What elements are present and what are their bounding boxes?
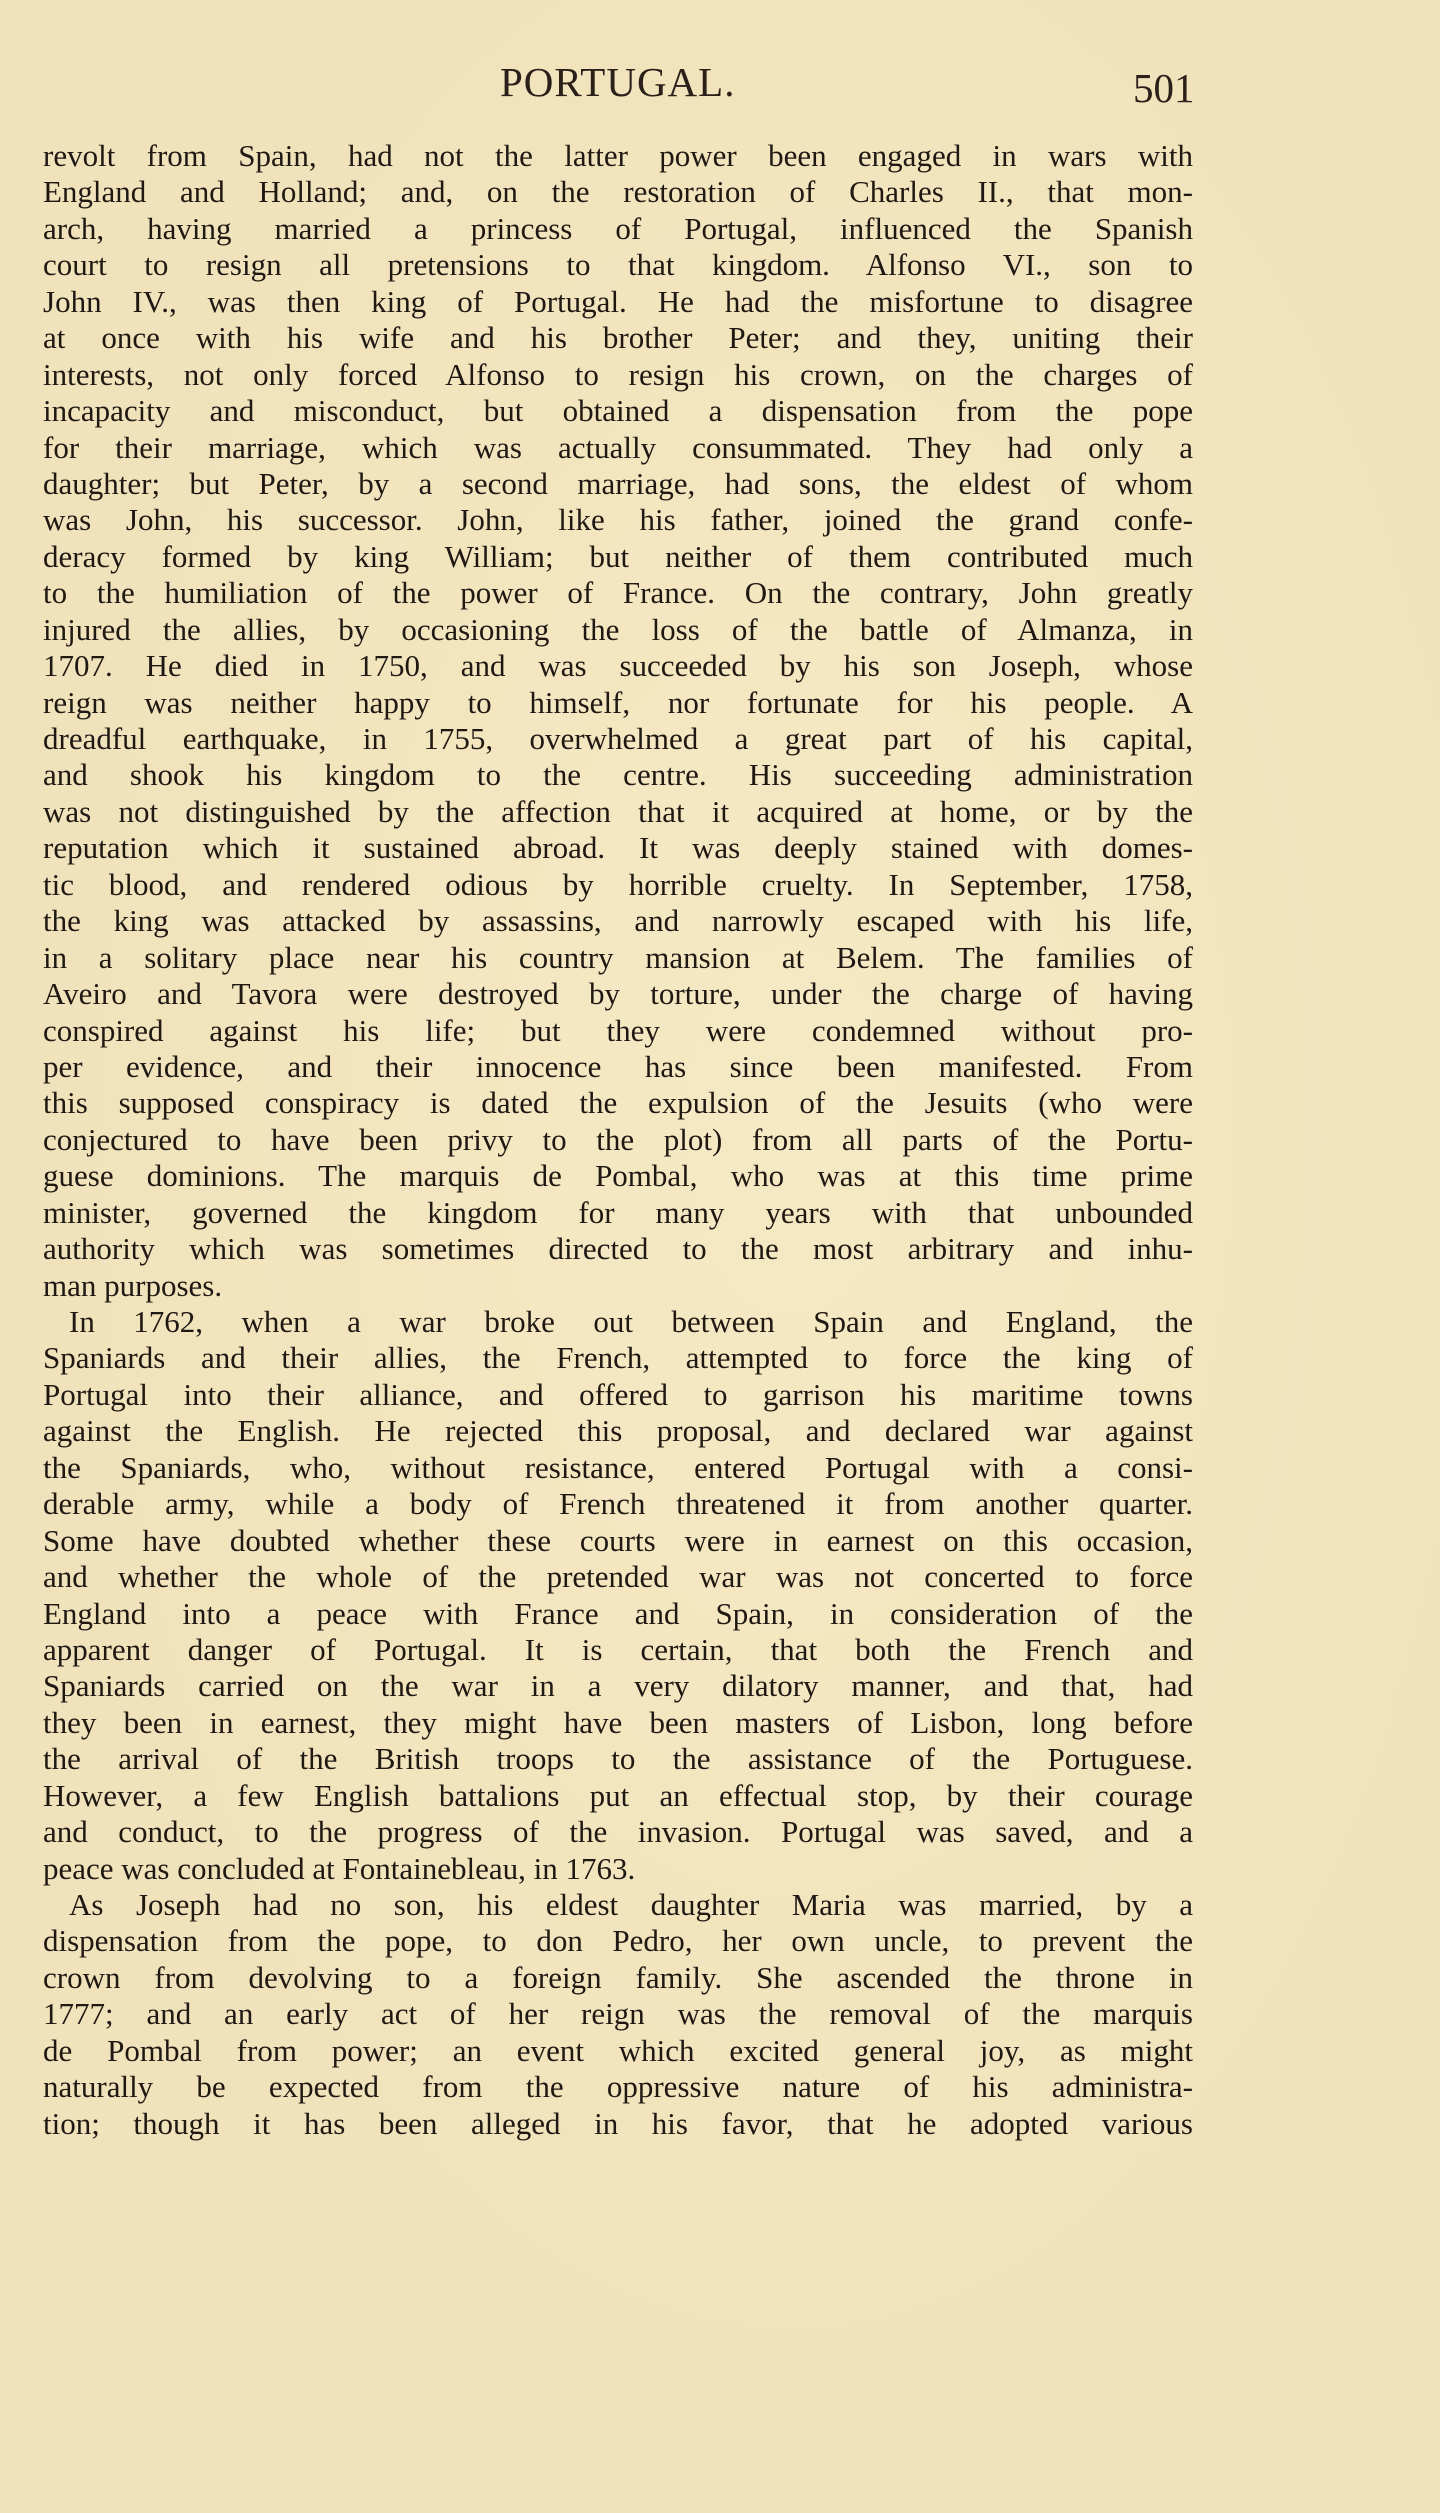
text-line: naturally be expected from the oppressive nature of his administra- <box>43 2069 1193 2105</box>
text-line: reign was neither happy to himself, nor fortunate for his people. A <box>43 684 1193 720</box>
text-line: However, a few English battalions put an effectual stop, by their courage <box>43 1777 1193 1813</box>
text-line: court to resign all pretensions to that kingdom. Alfonso VI., son to <box>43 247 1193 283</box>
text-line: this supposed conspiracy is dated the expulsion of the Jesuits (who were <box>43 1085 1193 1121</box>
text-line: the Spaniards, who, without resistance, entered Portugal with a consi- <box>43 1449 1193 1485</box>
text-line: Some have doubted whether these courts were in earnest on this occasion, <box>43 1522 1193 1558</box>
text-line: tion; though it has been alleged in his favor, that he adopted various <box>43 2105 1193 2141</box>
text-line: de Pombal from power; an event which excited general joy, as might <box>43 2032 1193 2068</box>
text-line: revolt from Spain, had not the latter power been engaged in wars with <box>43 138 1193 173</box>
text-line: dispensation from the pope, to don Pedro, her own uncle, to prevent the <box>43 1923 1193 1959</box>
text-line: Spaniards and their allies, the French, attempted to force the king of <box>43 1340 1193 1376</box>
text-line: authority which was sometimes directed to the most arbitrary and inhu- <box>43 1231 1193 1267</box>
text-line: per evidence, and their innocence has since been manifested. From <box>43 1048 1193 1084</box>
text-line: daughter; but Peter, by a second marriage, had sons, the eldest of whom <box>43 465 1193 501</box>
text-line: reputation which it sustained abroad. It was deeply stained with domes- <box>43 830 1193 866</box>
page-title: PORTUGAL. <box>500 59 736 105</box>
text-line: deracy formed by king William; but neither of them contributed much <box>43 538 1193 574</box>
text-line: incapacity and misconduct, but obtained a dispensation from the pope <box>43 393 1193 429</box>
text-line: Aveiro and Tavora were destroyed by torture, under the charge of having <box>43 976 1193 1012</box>
text-line: and shook his kingdom to the centre. His succeeding administration <box>43 757 1193 793</box>
text-line: conjectured to have been privy to the plot) from all parts of the Portu- <box>43 1121 1193 1157</box>
text-line-paragraph-start: As Joseph had no son, his eldest daughter Maria was married, by a <box>69 1887 1193 1922</box>
text-line: arch, having married a princess of Portugal, influenced the Spanish <box>43 210 1193 246</box>
text-line: the king was attacked by assassins, and narrowly escaped with his life, <box>43 903 1193 939</box>
text-line: guese dominions. The marquis de Pombal, who was at this time prime <box>43 1158 1193 1194</box>
text-line: England into a peace with France and Spain, in consideration of the <box>43 1595 1193 1631</box>
text-line: against the English. He rejected this proposal, and declared war against <box>43 1413 1193 1449</box>
text-line: was not distinguished by the affection that it acquired at home, or by the <box>43 793 1193 829</box>
text-line: for their marriage, which was actually consummated. They had only a <box>43 429 1193 465</box>
text-line: minister, governed the kingdom for many years with that unbounded <box>43 1194 1193 1230</box>
text-line: crown from devolving to a foreign family. She ascended the throne in <box>43 1959 1193 1995</box>
body-text <box>43 138 1193 2142</box>
text-line: to the humiliation of the power of France. On the contrary, John greatly <box>43 575 1193 611</box>
text-line: derable army, while a body of French threatened it from another quarter. <box>43 1486 1193 1522</box>
running-head <box>0 58 1440 118</box>
text-line: interests, not only forced Alfonso to resign his crown, on the charges of <box>43 356 1193 392</box>
text-line: and conduct, to the progress of the invasion. Portugal was saved, and a <box>43 1814 1193 1850</box>
text-line: John IV., was then king of Portugal. He had the misfortune to disagree <box>43 283 1193 319</box>
text-line: apparent danger of Portugal. It is certain, that both the French and <box>43 1631 1193 1667</box>
text-line: injured the allies, by occasioning the loss of the battle of Almanza, in <box>43 611 1193 647</box>
text-line: they been in earnest, they might have been masters of Lisbon, long before <box>43 1704 1193 1740</box>
text-line: 1777; and an early act of her reign was the removal of the marquis <box>43 1996 1193 2032</box>
text-line: England and Holland; and, on the restoration of Charles II., that mon- <box>43 174 1193 210</box>
text-line: 1707. He died in 1750, and was succeeded by his son Joseph, whose <box>43 648 1193 684</box>
text-line: Portugal into their alliance, and offered to garrison his maritime towns <box>43 1376 1193 1412</box>
text-line: tic blood, and rendered odious by horrible cruelty. In September, 1758, <box>43 866 1193 902</box>
text-line: Spaniards carried on the war in a very dilatory manner, and that, had <box>43 1668 1193 1704</box>
text-line-paragraph-end: man purposes. <box>43 1267 223 1303</box>
text-line: in a solitary place near his country mansion at Belem. The families of <box>43 939 1193 975</box>
text-line-paragraph-start: In 1762, when a war broke out between Spain and England, the <box>69 1304 1193 1339</box>
text-line: and whether the whole of the pretended war was not concerted to force <box>43 1559 1193 1595</box>
text-line: was John, his successor. John, like his father, joined the grand confe- <box>43 502 1193 538</box>
text-line: at once with his wife and his brother Peter; and they, uniting their <box>43 320 1193 356</box>
text-line-paragraph-end: peace was concluded at Fontainebleau, in 1763. <box>43 1850 636 1886</box>
text-line: dreadful earthquake, in 1755, overwhelmed a great part of his capital, <box>43 721 1193 756</box>
text-line: the arrival of the British troops to the assistance of the Portuguese. <box>43 1741 1193 1777</box>
text-line: conspired against his life; but they were condemned without pro- <box>43 1012 1193 1048</box>
page-number: 501 <box>1133 65 1195 111</box>
